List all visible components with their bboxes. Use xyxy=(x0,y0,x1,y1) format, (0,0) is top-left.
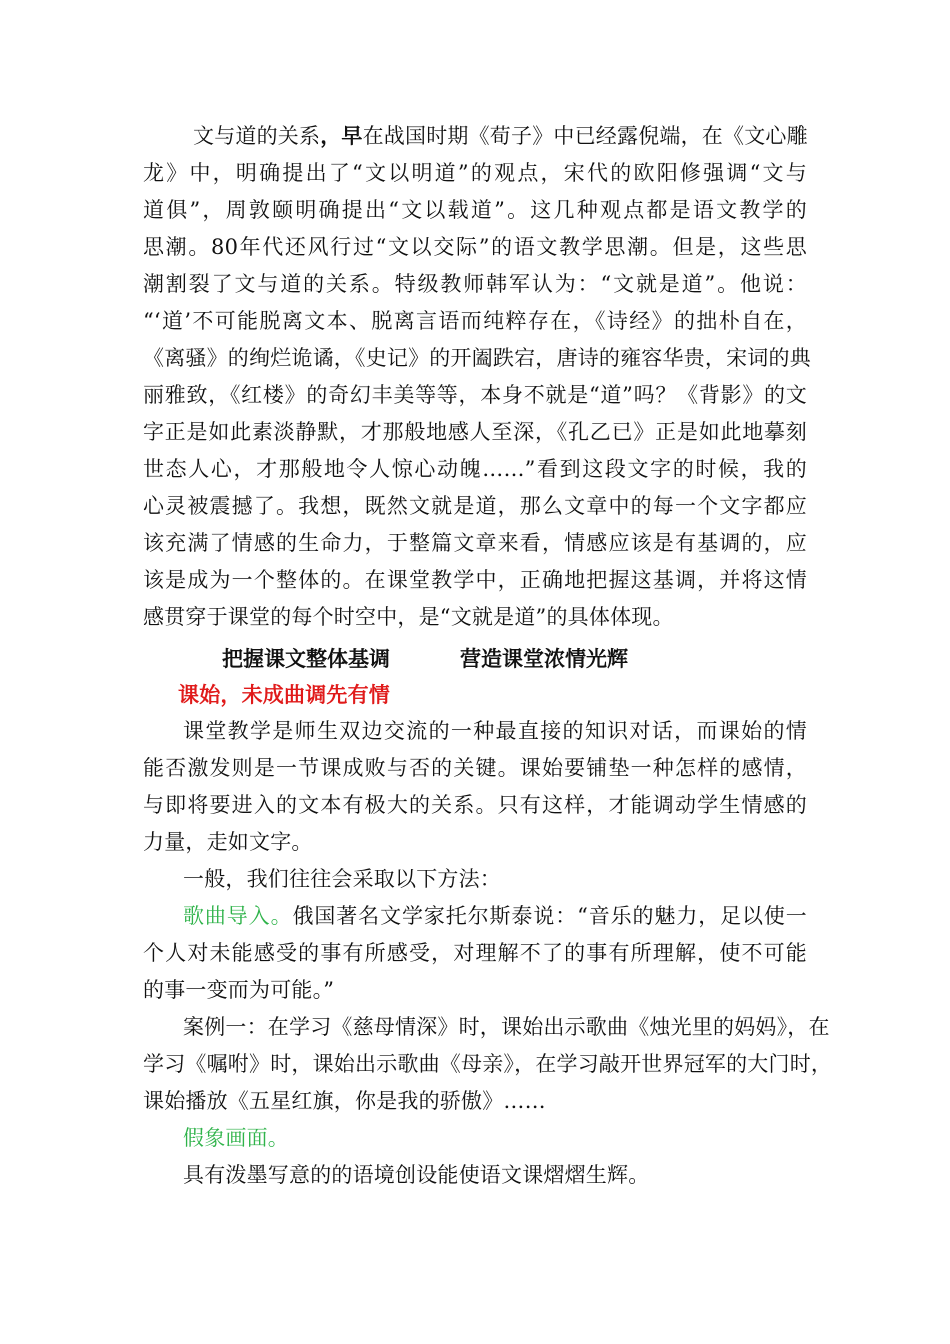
song-line-1: 歌曲导入。俄国著名文学家托尔斯泰说：“音乐的魅力，足以使一 xyxy=(183,904,807,928)
para1-line-6: “‘道’不可能脱离文本、脱离言语而纯粹存在，《诗经》的拙朴自在， xyxy=(143,309,807,333)
red-subheading: 课始，未成曲调先有情 xyxy=(178,682,390,707)
para1-line-8: 丽雅致，《红楼》的奇幻丰美等等，本身不就是“道”吗？《背影》的文 xyxy=(143,383,807,407)
case-line-1: 案例一：在学习《慈母情深》时，课始出示歌曲《烛光里的妈妈》，在 xyxy=(183,1015,830,1039)
para2-line-3: 与即将要进入的文本有极大的关系。只有这样，才能调动学生情感的 xyxy=(143,793,807,817)
para2-line-4: 力量，走如文字。 xyxy=(143,830,313,854)
song-label: 歌曲导入。 xyxy=(183,904,293,928)
song-line-2: 个人对未能感受的事有所感受，对理解不了的事有所理解，使不可能 xyxy=(143,941,807,965)
para1-line-13: 该是成为一个整体的。在课堂教学中，正确地把握这基调，并将这情 xyxy=(143,568,807,592)
image-label: 假象画面。 xyxy=(183,1126,289,1150)
para2-line-2: 能否激发则是一节课成败与否的关键。课始要铺垫一种怎样的感情， xyxy=(143,756,807,780)
para1-line-10: 世态人心，才那般地令人惊心动魄……”看到这段文字的时候，我的 xyxy=(143,457,807,481)
section-heading: 把握课文整体基调 营造课堂浓情光辉 xyxy=(222,646,628,671)
para1-line-9: 字正是如此素淡静默，才那般地感人至深，《孔乙已》正是如此地摹刻 xyxy=(143,420,807,444)
para1-line-14: 感贯穿于课堂的每个时空中，是“文就是道”的具体体现。 xyxy=(143,605,674,629)
song-line-3: 的事一变而为可能。” xyxy=(143,978,335,1002)
para1-line-12: 该充满了情感的生命力，于整篇文章来看，情感应该是有基调的，应 xyxy=(143,531,807,555)
para1-line-11: 心灵被震撼了。我想，既然文就是道，那么文章中的每一个文字都应 xyxy=(143,494,807,518)
para1-line-7: 《离骚》的绚烂诡谲，《史记》的开阖跌宕，唐诗的雍容华贵，宋词的典 xyxy=(143,346,811,370)
para1-line-2: 龙》中，明确提出了“文以明道”的观点，宋代的欧阳修强调“文与 xyxy=(143,161,807,185)
para2-line-1: 课堂教学是师生双边交流的一种最直接的知识对话，而课始的情 xyxy=(183,719,807,743)
case-line-2: 学习《嘱咐》时，课始出示歌曲《母亲》，在学习敲开世界冠军的大门时， xyxy=(143,1052,833,1076)
para3-line: 一般，我们往往会采取以下方法： xyxy=(183,867,501,891)
case-line-3: 课始播放《五星红旗，你是我的骄傲》…… xyxy=(143,1089,546,1113)
para1-line-3: 道俱”，周敦颐明确提出“文以载道”。这几种观点都是语文教学的 xyxy=(143,198,807,222)
para1-line-1: 文与道的关系，早在战国时期《荀子》中已经露倪端，在《文心雕 xyxy=(193,123,808,148)
para1-line-5: 潮割裂了文与道的关系。特级教师韩军认为：“文就是道”。他说： xyxy=(143,272,807,296)
para1-line-4: 思潮。80年代还风行过“文以交际”的语文教学思潮。但是，这些思 xyxy=(143,235,807,259)
last-line: 具有泼墨写意的的语境创设能使语文课熠熠生辉。 xyxy=(183,1163,650,1187)
